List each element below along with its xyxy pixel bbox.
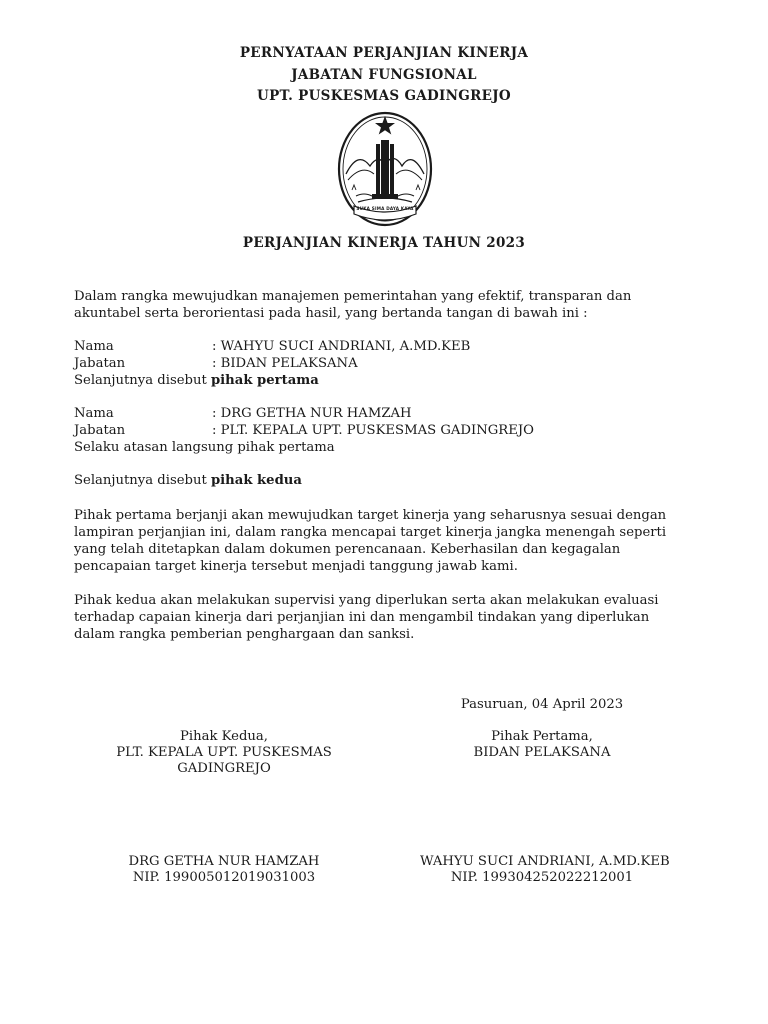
intro-line-2: akuntabel serta berorientasi pada hasil, yang bertanda tangan di bawah ini : — [74, 306, 588, 321]
party1-designation — [74, 373, 319, 388]
document-title-line-3: UPT. PUSKESMAS GADINGREJO — [257, 88, 511, 104]
sign-right-nip: NIP. 199304252022212001 — [450, 870, 634, 885]
party1-position-value: : BIDAN PELAKSANA — [212, 356, 358, 371]
place-date: Pasuruan, 04 April 2023 — [460, 697, 624, 712]
party2-position-label: Jabatan — [74, 423, 126, 438]
party2-name-label: Nama — [74, 406, 114, 421]
paragraph1-line-4: pencapaian target kinerja tersebut menjadi tanggung jawab kami. — [74, 559, 518, 574]
paragraph2-line-2: terhadap capaian kinerja dari perjanjian ini dan mengambil tindakan yang diperlukan — [74, 610, 650, 625]
sign-right-title-line-1: BIDAN PELAKSANA — [473, 745, 611, 760]
party2-name-value: : DRG GETHA NUR HAMZAH — [212, 406, 412, 421]
party1-name-label: Nama — [74, 339, 114, 354]
intro-line-1: Dalam rangka mewujudkan manajemen pemerintahan yang efektif, transparan dan — [74, 289, 632, 304]
party1-name-value: : WAHYU SUCI ANDRIANI, A.MD.KEB — [212, 339, 471, 354]
party2-designation-term: pihak kedua — [210, 473, 302, 488]
document-title-line-1: PERNYATAAN PERJANJIAN KINERJA — [239, 45, 529, 61]
paragraph1-line-1: Pihak pertama berjanji akan mewujudkan target kinerja yang seharusnya sesuai dengan — [74, 508, 667, 523]
party1-position-label: Jabatan — [74, 356, 126, 371]
paragraph2-line-1: Pihak kedua akan melakukan supervisi yang diperlukan serta akan melakukan evaluasi — [74, 593, 659, 608]
party2-position-value: : PLT. KEPALA UPT. PUSKESMAS GADINGREJO — [212, 423, 534, 438]
party2-designation — [74, 473, 302, 488]
sign-left-title-line-2: GADINGREJO — [177, 761, 271, 776]
agreement-subtitle: PERJANJIAN KINERJA TAHUN 2023 — [242, 235, 526, 251]
paragraph2-line-3: dalam rangka pemberian penghargaan dan sanksi. — [74, 627, 415, 642]
emblem-motto: SUKA SIMA DAYA KAYA — [356, 206, 414, 211]
party1-designation-term: pihak pertama — [210, 373, 319, 388]
sign-right-name: WAHYU SUCI ANDRIANI, A.MD.KEB — [420, 854, 670, 869]
sign-left-name: DRG GETHA NUR HAMZAH — [128, 854, 320, 869]
paragraph1-line-3: yang telah ditetapkan dalam dokumen perencanaan. Keberhasilan dan kegagalan — [74, 542, 621, 557]
party2-relation: Selaku atasan langsung pihak pertama — [74, 440, 335, 455]
party1-designation-prefix: Selanjutnya disebut — [74, 373, 211, 388]
sign-right-role: Pihak Pertama, — [491, 729, 593, 744]
sign-left-title-line-1: PLT. KEPALA UPT. PUSKESMAS — [116, 745, 332, 760]
paragraph1-line-2: lampiran perjanjian ini, dalam rangka mencapai target kinerja jangka menengah seperti — [74, 525, 667, 540]
party2-designation-prefix: Selanjutnya disebut — [74, 473, 211, 488]
sign-left-role: Pihak Kedua, — [180, 729, 268, 744]
sign-left-nip: NIP. 199005012019031003 — [132, 870, 316, 885]
document-title-line-2: JABATAN FUNGSIONAL — [291, 67, 477, 83]
